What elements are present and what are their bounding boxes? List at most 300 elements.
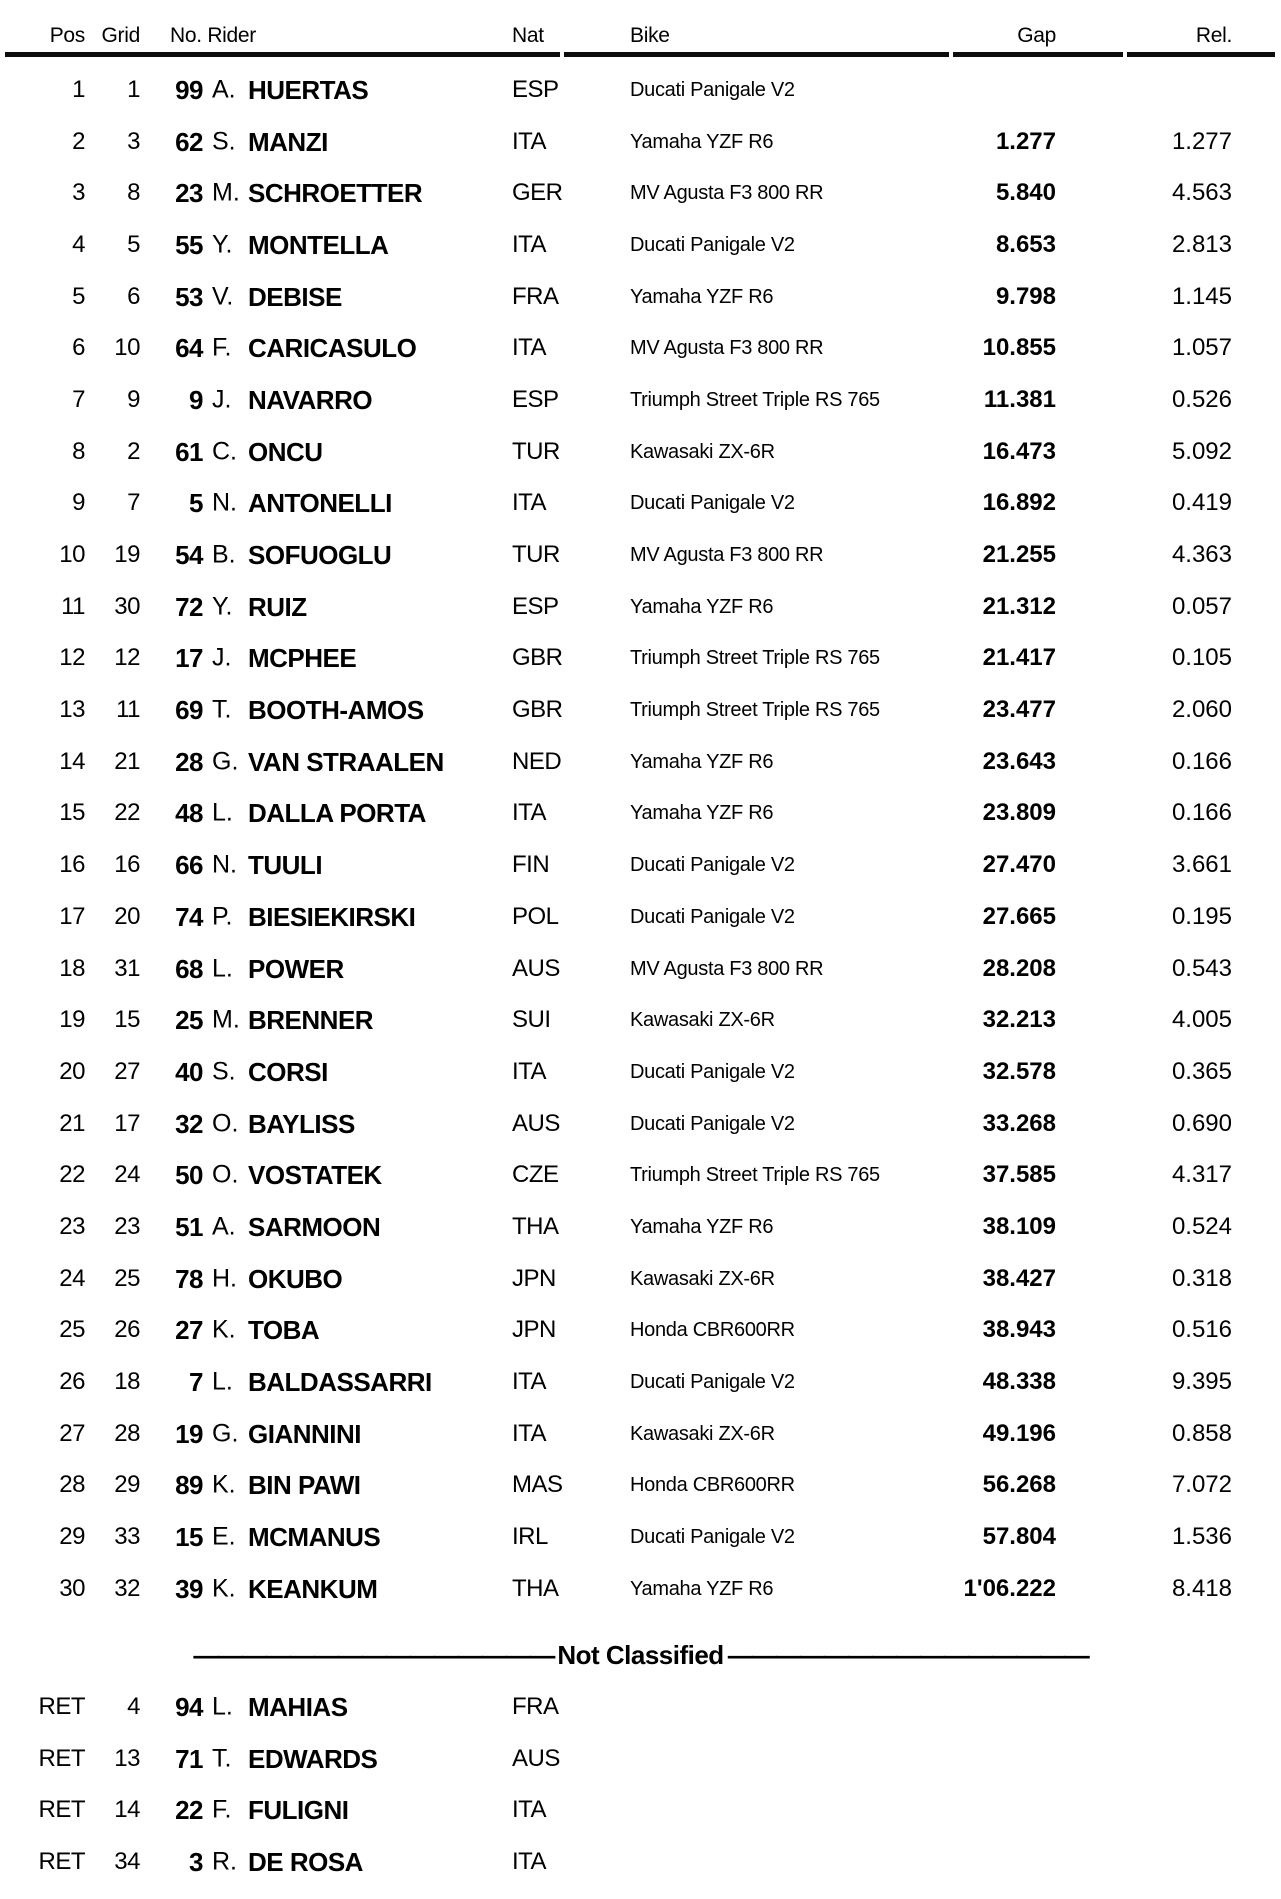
bike-cell: Honda CBR600RR: [630, 1474, 795, 1497]
grid-cell: 29: [114, 1471, 140, 1499]
bike-cell: Yamaha YZF R6: [630, 802, 774, 825]
rider-name-cell: MCPHEE: [248, 643, 357, 674]
rider-name-cell: VOSTATEK: [248, 1160, 382, 1191]
rider-number-cell: 61: [175, 436, 203, 467]
rider-initial-cell: P.: [212, 902, 233, 931]
rider-name-cell: BIESIEKIRSKI: [248, 901, 416, 932]
table-row: [0, 1305, 1281, 1357]
table-row: [0, 581, 1281, 633]
position-cell: 21: [59, 1109, 85, 1137]
rider-number-cell: 64: [175, 333, 203, 364]
rider-name-cell: BIN PAWI: [248, 1470, 361, 1501]
header-grid: Grid: [101, 24, 140, 47]
grid-cell: 16: [114, 851, 140, 879]
nationality-cell: ITA: [512, 1419, 547, 1447]
bike-cell: Ducati Panigale V2: [630, 78, 795, 101]
rider-name-cell: HUERTAS: [248, 74, 369, 105]
nationality-cell: TUR: [512, 437, 560, 465]
position-cell: 11: [61, 592, 85, 620]
nationality-cell: ITA: [512, 230, 547, 258]
table-row: [0, 271, 1281, 323]
header-rule-segment: [953, 52, 1123, 57]
rider-name-cell: ANTONELLI: [248, 488, 392, 519]
rel-cell: 4.563: [1171, 179, 1232, 207]
gap-cell: 28.208: [982, 954, 1056, 982]
grid-cell: 13: [114, 1744, 140, 1772]
table-row: [0, 1563, 1281, 1615]
nationality-cell: FIN: [512, 851, 550, 879]
position-cell: 28: [59, 1471, 85, 1499]
position-cell: 22: [59, 1161, 85, 1189]
rel-cell: 0.516: [1171, 1316, 1232, 1344]
gap-cell: 10.855: [982, 334, 1056, 362]
rider-number-cell: 25: [175, 1005, 203, 1036]
divider-dashes-left: ———————————————: [193, 1639, 554, 1670]
nationality-cell: ITA: [512, 1796, 547, 1824]
bike-cell: Yamaha YZF R6: [630, 750, 774, 773]
nationality-cell: NED: [512, 747, 562, 775]
rel-cell: 4.363: [1171, 541, 1232, 569]
rel-cell: 7.072: [1171, 1471, 1232, 1499]
bike-cell: MV Agusta F3 800 RR: [630, 182, 824, 205]
gap-cell: 37.585: [982, 1161, 1056, 1189]
rider-initial-cell: L.: [212, 1367, 233, 1396]
rider-number-cell: 40: [175, 1056, 203, 1087]
position-cell: 3: [72, 179, 85, 207]
rider-name-cell: RUIZ: [248, 591, 307, 622]
grid-cell: 30: [114, 592, 140, 620]
rel-cell: 8.418: [1171, 1574, 1232, 1602]
position-cell: 26: [59, 1368, 85, 1396]
bike-cell: Ducati Panigale V2: [630, 854, 795, 877]
bike-cell: Ducati Panigale V2: [630, 492, 795, 515]
rider-initial-cell: A.: [212, 75, 236, 104]
bike-cell: MV Agusta F3 800 RR: [630, 544, 824, 567]
position-cell: RET: [38, 1847, 85, 1875]
bike-cell: Kawasaki ZX-6R: [630, 1422, 775, 1445]
rider-initial-cell: F.: [212, 1795, 232, 1824]
nationality-cell: THA: [512, 1212, 559, 1240]
position-cell: 6: [72, 334, 85, 362]
rel-cell: 0.524: [1171, 1212, 1232, 1240]
position-cell: 9: [72, 489, 85, 517]
bike-cell: MV Agusta F3 800 RR: [630, 337, 824, 360]
rider-number-cell: 27: [175, 1315, 203, 1346]
rider-number-cell: 66: [175, 850, 203, 881]
table-row: [0, 1408, 1281, 1460]
rider-number-cell: 89: [175, 1470, 203, 1501]
gap-cell: 16.473: [982, 437, 1056, 465]
rider-number-cell: 62: [175, 126, 203, 157]
rider-initial-cell: G.: [212, 1419, 239, 1448]
bike-cell: Yamaha YZF R6: [630, 1577, 774, 1600]
rider-initial-cell: E.: [212, 1522, 236, 1551]
rider-initial-cell: K.: [212, 1315, 236, 1344]
nationality-cell: SUI: [512, 1006, 551, 1034]
rel-cell: 1.145: [1171, 282, 1232, 310]
table-row: [0, 116, 1281, 168]
table-row: [0, 788, 1281, 840]
grid-cell: 6: [127, 282, 140, 310]
bike-cell: Ducati Panigale V2: [630, 1060, 795, 1083]
rider-number-cell: 74: [175, 901, 203, 932]
nationality-cell: GBR: [512, 696, 563, 724]
rider-name-cell: DEBISE: [248, 281, 342, 312]
nationality-cell: AUS: [512, 1109, 560, 1137]
rider-initial-cell: C.: [212, 437, 237, 466]
grid-cell: 12: [114, 644, 140, 672]
gap-cell: 57.804: [982, 1523, 1056, 1551]
table-row: [0, 994, 1281, 1046]
rider-initial-cell: L.: [212, 954, 233, 983]
bike-cell: Ducati Panigale V2: [630, 1526, 795, 1549]
position-cell: 23: [59, 1212, 85, 1240]
rider-initial-cell: N.: [212, 488, 237, 517]
bike-cell: Triumph Street Triple RS 765: [630, 699, 880, 722]
grid-cell: 26: [114, 1316, 140, 1344]
nationality-cell: JPN: [512, 1316, 556, 1344]
gap-cell: 9.798: [995, 282, 1056, 310]
rider-initial-cell: N.: [212, 850, 237, 879]
rider-initial-cell: T.: [212, 1744, 232, 1773]
rider-initial-cell: H.: [212, 1264, 237, 1293]
rider-initial-cell: R.: [212, 1847, 237, 1876]
position-cell: 17: [59, 902, 85, 930]
bike-cell: Kawasaki ZX-6R: [630, 1009, 775, 1032]
grid-cell: 25: [114, 1264, 140, 1292]
position-cell: 27: [59, 1419, 85, 1447]
rider-number-cell: 32: [175, 1108, 203, 1139]
table-row: [0, 1460, 1281, 1512]
rider-name-cell: BOOTH-AMOS: [248, 695, 424, 726]
table-row: [0, 167, 1281, 219]
not-classified-results: [0, 1681, 1281, 1888]
table-row: [0, 374, 1281, 426]
bike-cell: Triumph Street Triple RS 765: [630, 1164, 880, 1187]
table-row: [0, 1733, 1281, 1785]
bike-cell: Ducati Panigale V2: [630, 905, 795, 928]
grid-cell: 27: [114, 1057, 140, 1085]
bike-cell: Yamaha YZF R6: [630, 1215, 774, 1238]
grid-cell: 8: [127, 179, 140, 207]
rel-cell: 0.057: [1171, 592, 1232, 620]
table-header: [0, 0, 1281, 52]
grid-cell: 9: [127, 385, 140, 413]
nationality-cell: ITA: [512, 489, 547, 517]
grid-cell: 2: [127, 437, 140, 465]
nationality-cell: IRL: [512, 1523, 548, 1551]
rider-name-cell: SCHROETTER: [248, 178, 423, 209]
rider-number-cell: 69: [175, 695, 203, 726]
bike-cell: Triumph Street Triple RS 765: [630, 388, 880, 411]
gap-cell: 56.268: [982, 1471, 1056, 1499]
position-cell: 8: [72, 437, 85, 465]
grid-cell: 11: [116, 696, 140, 724]
position-cell: 4: [72, 230, 85, 258]
rider-name-cell: SARMOON: [248, 1211, 381, 1242]
table-row: [0, 1253, 1281, 1305]
grid-cell: 4: [127, 1692, 140, 1720]
grid-cell: 19: [114, 541, 140, 569]
rel-cell: 0.419: [1171, 489, 1232, 517]
nationality-cell: ITA: [512, 127, 547, 155]
nationality-cell: ESP: [512, 592, 559, 620]
rider-number-cell: 7: [189, 1367, 203, 1398]
position-cell: 7: [72, 385, 85, 413]
position-cell: 29: [59, 1523, 85, 1551]
table-row: [0, 891, 1281, 943]
rider-name-cell: FULIGNI: [248, 1795, 349, 1826]
grid-cell: 15: [114, 1006, 140, 1034]
rider-number-cell: 3: [189, 1846, 203, 1877]
rel-cell: 5.092: [1171, 437, 1232, 465]
grid-cell: 5: [127, 230, 140, 258]
rider-number-cell: 39: [175, 1573, 203, 1604]
rider-name-cell: OKUBO: [248, 1263, 343, 1294]
rel-cell: 0.690: [1171, 1109, 1232, 1137]
rider-initial-cell: M.: [212, 178, 240, 207]
header-nat: Nat: [512, 24, 544, 47]
grid-cell: 17: [114, 1109, 140, 1137]
rider-name-cell: CARICASULO: [248, 333, 417, 364]
rider-initial-cell: L.: [212, 798, 233, 827]
rider-initial-cell: K.: [212, 1470, 236, 1499]
rel-cell: 1.277: [1171, 127, 1232, 155]
position-cell: 2: [72, 127, 85, 155]
rider-initial-cell: V.: [212, 282, 234, 311]
grid-cell: 3: [127, 127, 140, 155]
gap-cell: 11.381: [983, 385, 1056, 413]
rider-initial-cell: T.: [212, 695, 232, 724]
rider-name-cell: EDWARDS: [248, 1743, 378, 1774]
gap-cell: 48.338: [982, 1368, 1056, 1396]
table-row: [0, 1784, 1281, 1836]
position-cell: 25: [59, 1316, 85, 1344]
nationality-cell: CZE: [512, 1161, 559, 1189]
rider-number-cell: 55: [175, 229, 203, 260]
gap-cell: 1.277: [995, 127, 1056, 155]
grid-cell: 22: [114, 799, 140, 827]
table-row: [0, 943, 1281, 995]
bike-cell: Triumph Street Triple RS 765: [630, 647, 880, 670]
not-classified-divider: [0, 1629, 1281, 1681]
gap-cell: 38.943: [982, 1316, 1056, 1344]
table-row: [0, 839, 1281, 891]
nationality-cell: MAS: [512, 1471, 563, 1499]
rider-initial-cell: J.: [212, 643, 232, 672]
nationality-cell: ITA: [512, 1368, 547, 1396]
table-row: [0, 1046, 1281, 1098]
rider-initial-cell: J.: [212, 385, 232, 414]
rel-cell: 0.858: [1171, 1419, 1232, 1447]
rider-name-cell: MAHIAS: [248, 1691, 348, 1722]
rider-number-cell: 23: [175, 178, 203, 209]
table-row: [0, 219, 1281, 271]
rider-name-cell: DALLA PORTA: [248, 798, 426, 829]
nationality-cell: FRA: [512, 282, 559, 310]
table-row: [0, 633, 1281, 685]
position-cell: 30: [59, 1574, 85, 1602]
position-cell: 12: [59, 644, 85, 672]
rider-initial-cell: O.: [212, 1109, 239, 1138]
bike-cell: Kawasaki ZX-6R: [630, 1267, 775, 1290]
gap-cell: 16.892: [982, 489, 1056, 517]
rider-name-cell: KEANKUM: [248, 1573, 378, 1604]
gap-cell: 1'06.222: [963, 1574, 1056, 1602]
grid-cell: 20: [114, 902, 140, 930]
nationality-cell: AUS: [512, 954, 560, 982]
bike-cell: Kawasaki ZX-6R: [630, 440, 775, 463]
gap-cell: 23.809: [982, 799, 1056, 827]
rider-name-cell: VAN STRAALEN: [248, 746, 444, 777]
rider-number-cell: 48: [175, 798, 203, 829]
rider-number-cell: 51: [175, 1211, 203, 1242]
rider-number-cell: 68: [175, 953, 203, 984]
rel-cell: 4.317: [1171, 1161, 1232, 1189]
rider-name-cell: MCMANUS: [248, 1522, 381, 1553]
grid-cell: 32: [114, 1574, 140, 1602]
gap-cell: 8.653: [995, 230, 1056, 258]
nationality-cell: POL: [512, 902, 559, 930]
gap-cell: 49.196: [982, 1419, 1056, 1447]
bike-cell: Honda CBR600RR: [630, 1319, 795, 1342]
gap-cell: 21.312: [982, 592, 1056, 620]
position-cell: 1: [72, 75, 85, 103]
rider-name-cell: BAYLISS: [248, 1108, 355, 1139]
position-cell: 24: [59, 1264, 85, 1292]
gap-cell: 27.665: [982, 902, 1056, 930]
nationality-cell: ESP: [512, 385, 559, 413]
rider-name-cell: NAVARRO: [248, 384, 373, 415]
nationality-cell: AUS: [512, 1744, 560, 1772]
rel-cell: 2.813: [1171, 230, 1232, 258]
table-row: [0, 1511, 1281, 1563]
table-row: [0, 736, 1281, 788]
rider-name-cell: TUULI: [248, 850, 323, 881]
rider-number-cell: 17: [175, 643, 203, 674]
rider-initial-cell: O.: [212, 1160, 239, 1189]
table-row: [0, 478, 1281, 530]
bike-cell: Yamaha YZF R6: [630, 595, 774, 618]
table-row: [0, 1836, 1281, 1888]
rel-cell: 1.536: [1171, 1523, 1232, 1551]
grid-cell: 14: [114, 1796, 140, 1824]
grid-cell: 18: [114, 1368, 140, 1396]
classified-results: [0, 64, 1281, 1615]
gap-cell: 33.268: [982, 1109, 1056, 1137]
rider-number-cell: 5: [189, 488, 203, 519]
rider-name-cell: DE ROSA: [248, 1846, 363, 1877]
rider-initial-cell: Y.: [212, 592, 233, 621]
rel-cell: 2.060: [1171, 696, 1232, 724]
position-cell: RET: [38, 1744, 85, 1772]
gap-cell: 32.213: [982, 1006, 1056, 1034]
nationality-cell: FRA: [512, 1692, 559, 1720]
grid-cell: 31: [114, 954, 140, 982]
rider-name-cell: MONTELLA: [248, 229, 389, 260]
table-row: [0, 684, 1281, 736]
rider-initial-cell: B.: [212, 540, 236, 569]
position-cell: 19: [59, 1006, 85, 1034]
rel-cell: 4.005: [1171, 1006, 1232, 1034]
nationality-cell: TUR: [512, 541, 560, 569]
position-cell: 18: [59, 954, 85, 982]
rider-initial-cell: G.: [212, 747, 239, 776]
bike-cell: Yamaha YZF R6: [630, 285, 774, 308]
gap-cell: 21.417: [982, 644, 1056, 672]
rider-initial-cell: S.: [212, 1057, 236, 1086]
bike-cell: MV Agusta F3 800 RR: [630, 957, 824, 980]
rider-number-cell: 72: [175, 591, 203, 622]
nationality-cell: ITA: [512, 799, 547, 827]
divider-label: Not Classified: [557, 1639, 724, 1670]
bike-cell: Ducati Panigale V2: [630, 1112, 795, 1135]
rel-cell: 0.195: [1171, 902, 1232, 930]
grid-cell: 28: [114, 1419, 140, 1447]
nationality-cell: THA: [512, 1574, 559, 1602]
position-cell: 13: [59, 696, 85, 724]
nationality-cell: ITA: [512, 1847, 547, 1875]
header-gap: Gap: [1017, 24, 1056, 47]
rider-name-cell: BRENNER: [248, 1005, 374, 1036]
rider-name-cell: TOBA: [248, 1315, 320, 1346]
nationality-cell: ESP: [512, 75, 559, 103]
divider-dashes-right: ———————————————: [727, 1639, 1088, 1670]
position-cell: 20: [59, 1057, 85, 1085]
rel-cell: 3.661: [1171, 851, 1232, 879]
nationality-cell: GBR: [512, 644, 563, 672]
header-rider: No. Rider: [170, 24, 256, 47]
rider-name-cell: BALDASSARRI: [248, 1367, 432, 1398]
rel-cell: 1.057: [1171, 334, 1232, 362]
rel-cell: 0.543: [1171, 954, 1232, 982]
rel-cell: 9.395: [1171, 1368, 1232, 1396]
gap-cell: 5.840: [995, 179, 1056, 207]
header-pos: Pos: [49, 24, 85, 47]
position-cell: RET: [38, 1796, 85, 1824]
table-row: [0, 1098, 1281, 1150]
grid-cell: 7: [127, 489, 140, 517]
rider-initial-cell: L.: [212, 1692, 233, 1721]
table-row: [0, 1201, 1281, 1253]
header-rule-segment: [5, 52, 560, 57]
rider-name-cell: SOFUOGLU: [248, 540, 392, 571]
grid-cell: 24: [114, 1161, 140, 1189]
position-cell: 15: [59, 799, 85, 827]
rider-number-cell: 78: [175, 1263, 203, 1294]
rider-number-cell: 54: [175, 540, 203, 571]
rider-number-cell: 28: [175, 746, 203, 777]
grid-cell: 10: [114, 334, 140, 362]
bike-cell: Ducati Panigale V2: [630, 233, 795, 256]
rider-number-cell: 19: [175, 1418, 203, 1449]
nationality-cell: ITA: [512, 1057, 547, 1085]
grid-cell: 1: [127, 75, 140, 103]
gap-cell: 38.427: [982, 1264, 1056, 1292]
rider-initial-cell: F.: [212, 333, 232, 362]
position-cell: 10: [59, 541, 85, 569]
rel-cell: 0.365: [1171, 1057, 1232, 1085]
header-rule-segment: [1127, 52, 1275, 57]
rel-cell: 0.166: [1171, 799, 1232, 827]
rider-name-cell: GIANNINI: [248, 1418, 361, 1449]
rider-number-cell: 22: [175, 1795, 203, 1826]
gap-cell: 23.643: [982, 747, 1056, 775]
rider-number-cell: 71: [175, 1743, 203, 1774]
table-row: [0, 529, 1281, 581]
bike-cell: Yamaha YZF R6: [630, 130, 774, 153]
gap-cell: 38.109: [982, 1212, 1056, 1240]
